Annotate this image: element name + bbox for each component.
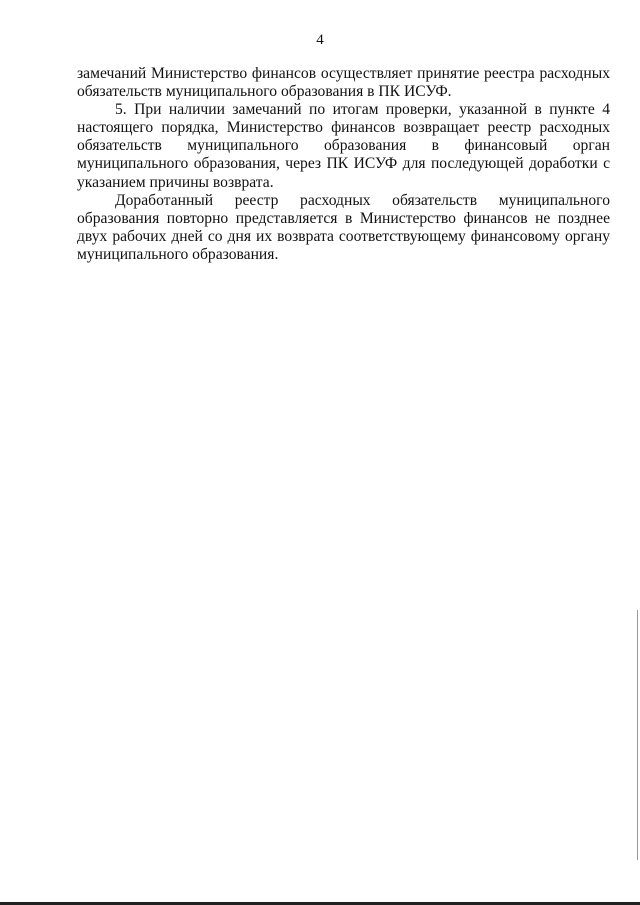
page-number: 4 (316, 32, 324, 48)
paragraph-continuation: замечаний Министерство финансов осуществляет принятие реестра расходных обязательств муниципального образования в ПК ИСУФ. (77, 65, 610, 101)
paragraph-resubmission: Доработанный реестр расходных обязательств муниципального образования повторно представляется в Министерство финансов не позднее двух рабочих дней со дня их возврата соответствующему финансовому органу муниципального образования. (77, 191, 610, 263)
paragraph-item-5: 5. При наличии замечаний по итогам проверки, указанной в пункте 4 настоящего порядка, Министерство финансов возвращает реестр расходных обязательств муниципального образования в финансовый орган муниципального образования, через ПК ИСУФ для последующей доработки с указанием причины возврата. (77, 101, 610, 191)
scan-edge-line (637, 610, 638, 860)
document-body (77, 65, 610, 264)
